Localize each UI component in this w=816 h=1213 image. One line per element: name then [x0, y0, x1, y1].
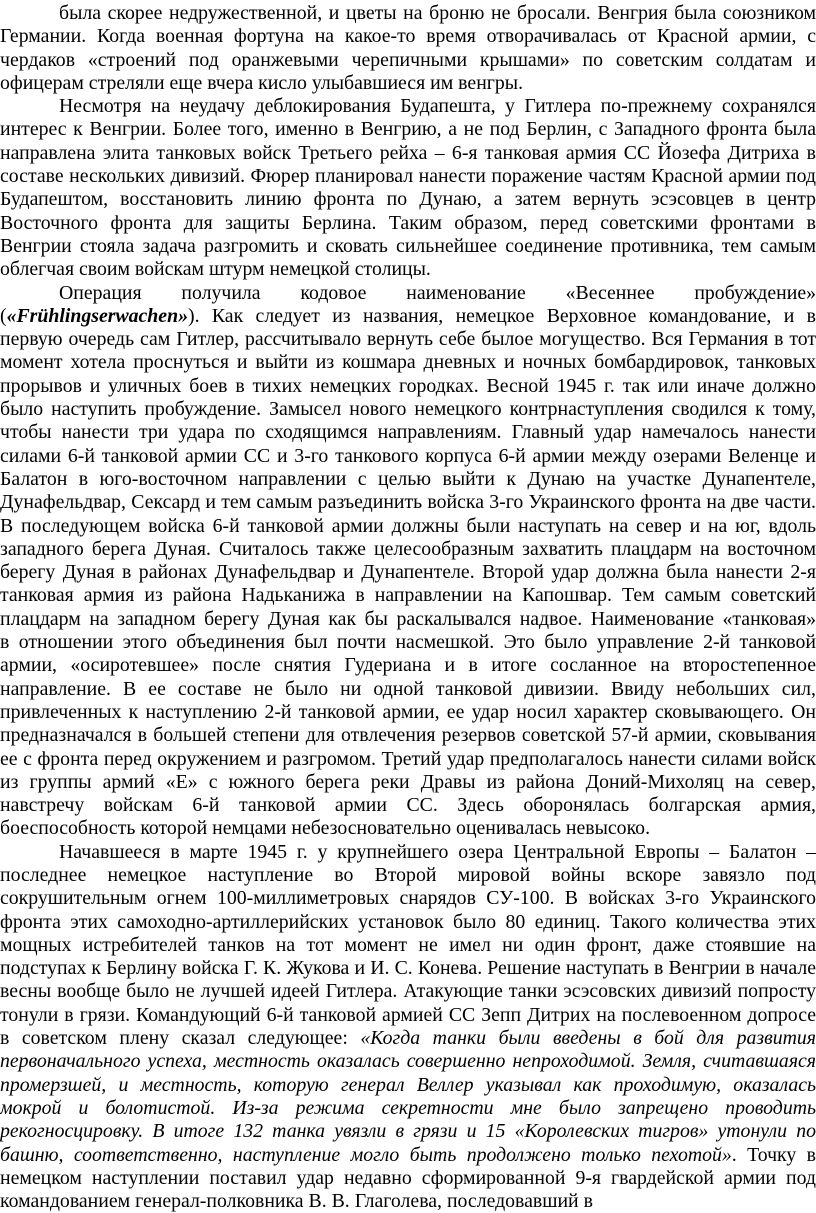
- body-text: тонули в грязи. Командующий 6-й танковой армией СС Зепп Дитрих на послевоенном допросе: [0, 1003, 816, 1026]
- body-text: Дунафельдвар, Сексард и тем самым разъединить войска 3-го Украинского фронта на две части.: [0, 491, 816, 514]
- quote-text: башню, соответственно, наступление могло быть продолжено только пехотой»: [0, 1143, 732, 1166]
- quote-text: «Когда танки были введены в бой для развития: [360, 1027, 816, 1050]
- quote-text: рекогносцировку. В итоге 132 танка увязли в грязи и 15 «Королевских тигров» утонули по: [0, 1120, 816, 1143]
- text-line: [0, 724, 816, 747]
- body-text: последнее немецкое наступление во Второй мировой войны вскоре завязло под: [0, 863, 816, 886]
- text-line: [0, 351, 816, 374]
- text-line: [0, 1144, 816, 1167]
- text-line: [0, 2, 816, 25]
- body-text: подступах к Берлину войска Г. К. Жукова и И. С. Конева. Решение наступать в Венгрии в начале: [0, 957, 816, 980]
- body-text: армии, «осиротевшее» после снятия Гудериана и в итоге сосланное на второстепенное: [0, 654, 816, 677]
- body-text: чердаков «строений под оранжевыми черепичными крышами» по советским солдатам и: [0, 48, 816, 71]
- text-line: [0, 841, 816, 864]
- body-text: Венгрии стояла задача разгромить и сковать сильнейшее соединение противника, тем самым: [0, 234, 816, 257]
- text-line: [0, 49, 816, 72]
- text-line: [0, 515, 816, 538]
- body-text: чтобы нанести три удара по сходящимся направлениям. Главный удар намечалось нанести: [0, 421, 816, 444]
- body-text: было наступить пробуждение. Замысел нового немецкого контрнаступления сводился к тому,: [0, 398, 816, 421]
- text-line: [0, 631, 816, 654]
- body-text: Германии. Когда военная фортуна на какое-то время отворачивалась от Красной армии, с: [0, 25, 816, 48]
- body-text: ее с фронта перед окружением и разгромом. Третий удар предполагалось нанести силами войск: [0, 747, 816, 770]
- text-line: [0, 701, 816, 724]
- body-text: офицерам стреляли еще вчера кисло улыбавшиеся им венгры.: [0, 71, 524, 94]
- text-line: [0, 1074, 816, 1097]
- text-line: [0, 608, 816, 631]
- text-line: [0, 212, 816, 235]
- text-line: [0, 911, 816, 934]
- text-line: [0, 934, 816, 957]
- text-line: [0, 957, 816, 980]
- body-text: в отношении этого объединения был почти насмешкой. Это было управление 2-й танковой: [0, 631, 816, 654]
- text-line: [0, 771, 816, 794]
- text-line: [0, 1167, 816, 1190]
- body-text: (: [0, 304, 7, 327]
- text-line: [0, 468, 816, 491]
- text-line: [0, 1027, 816, 1050]
- body-text: предназначался в большей степени для отвлечения резервов советской 57-й армии, сковывания: [0, 724, 816, 747]
- body-text: из группы армий «Е» с южного берега реки Дравы из района Доний-Михоляц на север,: [0, 770, 816, 793]
- text-line: [0, 980, 816, 1003]
- text-line: [0, 561, 816, 584]
- text-line: [0, 118, 816, 141]
- body-text: Будапештом, восстановить линию фронта по Дунаю, а затем вернуть эсэсовцев в центр: [0, 188, 816, 211]
- body-text: западного берега Дуная. Считалось также целесообразным захватить плацдарм на восточном: [0, 537, 816, 560]
- text-line: [0, 398, 816, 421]
- text-line: [0, 748, 816, 771]
- text-line: [0, 445, 816, 468]
- body-text: весны вообще было не лучшей идеей Гитлера. Атакующие танки эсэсовских дивизий попросту: [0, 980, 816, 1003]
- body-text: интерес к Венгрии. Более того, именно в Венгрию, а не под Берлин, с Западного фронта была: [0, 118, 816, 141]
- body-text: привлеченных к наступлению 2-й танковой армии, ее удар носил характер сковывающего. Он: [0, 700, 816, 723]
- text-line: [0, 584, 816, 607]
- text-line: [0, 1050, 816, 1073]
- body-text: силами 6-й танковой армии СС и 3-го танкового корпуса 6-й армии между озерами Веленце и: [0, 444, 816, 467]
- body-text: боеспособность которой немцами небезосновательно оценивалась невысоко.: [0, 817, 651, 840]
- text-line: [0, 817, 816, 840]
- operation-name: «Frühlingserwachen»: [6, 304, 188, 327]
- text-line: [0, 654, 816, 677]
- body-text: направлена элита танковых войск Третьего рейха – 6-я танковая армия СС Йозефа Дитриха в: [0, 141, 816, 164]
- body-text: Несмотря на неудачу деблокирования Будапешта, у Гитлера по-прежнему сохранялся: [59, 95, 816, 118]
- text-line: [0, 305, 816, 328]
- body-text: мощных истребителей танков на тот момент не имел ни один фронт, даже стоявшие на: [0, 933, 816, 956]
- text-line: [0, 235, 816, 258]
- body-text: навстречу войскам 6-й танковой армии СС. Здесь оборонялась болгарская армия,: [0, 794, 816, 817]
- text-line: [0, 1120, 816, 1143]
- quote-text: промерзшей, и местность, которую генерал Веллер указывал как проходимую, оказалась: [0, 1073, 816, 1096]
- text-line: [0, 328, 816, 351]
- body-text: составе нескольких дивизий. Фюрер планировал нанести поражение частям Красной армии под: [0, 165, 816, 188]
- text-line: [0, 491, 816, 514]
- body-text: Балатон в юго-восточном направлении с целью выйти к Дунаю на участке Дунапентеле,: [0, 467, 816, 490]
- text-line: [0, 375, 816, 398]
- body-text: прорывов и уличных боев в тихих немецких городках. Весной 1945 г. так или иначе должно: [0, 374, 816, 397]
- body-text: плацдарм на западном берегу Дуная как бы раскалывался надвое. Наименование «танковая»: [0, 607, 816, 630]
- text-line: [0, 282, 816, 305]
- body-text: берегу Дуная в районах Дунафельдвар и Дунапентеле. Второй удар должна была нанести 2-я: [0, 561, 816, 584]
- text-line: [0, 258, 816, 281]
- body-text: В последующем войска 6-й танковой армии должны были наступать на север и на юг, вдоль: [0, 514, 816, 537]
- text-line: [0, 25, 816, 48]
- text-line: [0, 678, 816, 701]
- text-line: [0, 538, 816, 561]
- text-line: [0, 1004, 816, 1027]
- body-text: сокрушительным огнем 100-миллиметровых снарядов СУ-100. В войсках 3-го Украинского: [0, 887, 816, 910]
- text-line: [0, 72, 816, 95]
- text-line: [0, 95, 816, 118]
- body-text: немецком наступлении поставил удар недавно сформированной 9-я гвардейской армии под: [0, 1166, 816, 1189]
- text-line: [0, 887, 816, 910]
- body-text: момент хотела проснуться и выйти из кошмара дневных и ночных бомбардировок, танковых: [0, 351, 816, 374]
- body-text: облегчая своим войскам штурм немецкой столицы.: [0, 258, 431, 281]
- body-text: направление. В ее составе не было ни одной танковой дивизии. Ввиду небольших сил,: [0, 677, 816, 700]
- body-text: Восточного фронта для защиты Берлина. Таким образом, перед советскими фронтами в: [0, 211, 816, 234]
- text-line: [0, 421, 816, 444]
- text-line: [0, 794, 816, 817]
- body-text: командованием генерал-полковника В. В. Глаголева, последовавший в: [0, 1190, 593, 1213]
- text-line: [0, 1097, 816, 1120]
- body-text: в советском плену сказал следующее:: [0, 1027, 361, 1050]
- body-text: фронта этих самоходно-артиллерийских установок было 80 единиц. Такого количества этих: [0, 910, 816, 933]
- body-text: танковая армия из района Надьканижа в направлении на Капошвар. Тем самым советский: [0, 584, 816, 607]
- body-text: была скорее недружественной, и цветы на броню не бросали. Венгрия была союзником: [59, 2, 816, 24]
- quote-text: мокрой и болотистой. Из-за режима секретности мне было запрещено проводить: [0, 1096, 816, 1119]
- text-line: [0, 142, 816, 165]
- text-line: [0, 165, 816, 188]
- text-line: [0, 1190, 816, 1213]
- text-line: [0, 864, 816, 887]
- text-line: [0, 188, 816, 211]
- body-text: . Точку в: [731, 1143, 816, 1166]
- quote-text: первоначального успеха, местность оказалась совершенно непроходимой. Земля, считавшаяся: [0, 1050, 816, 1073]
- body-text: ). Как следует из названия, немецкое Верховное командование, и в: [187, 304, 816, 327]
- body-text: первую очередь сам Гитлер, рассчитывало вернуть себе былое могущество. Вся Германия в тот: [0, 328, 816, 351]
- body-text: Начавшееся в марте 1945 г. у крупнейшего озера Центральной Европы – Балатон –: [59, 840, 816, 863]
- body-text: Операция получила кодовое наименование «Весеннее пробуждение»: [59, 281, 816, 304]
